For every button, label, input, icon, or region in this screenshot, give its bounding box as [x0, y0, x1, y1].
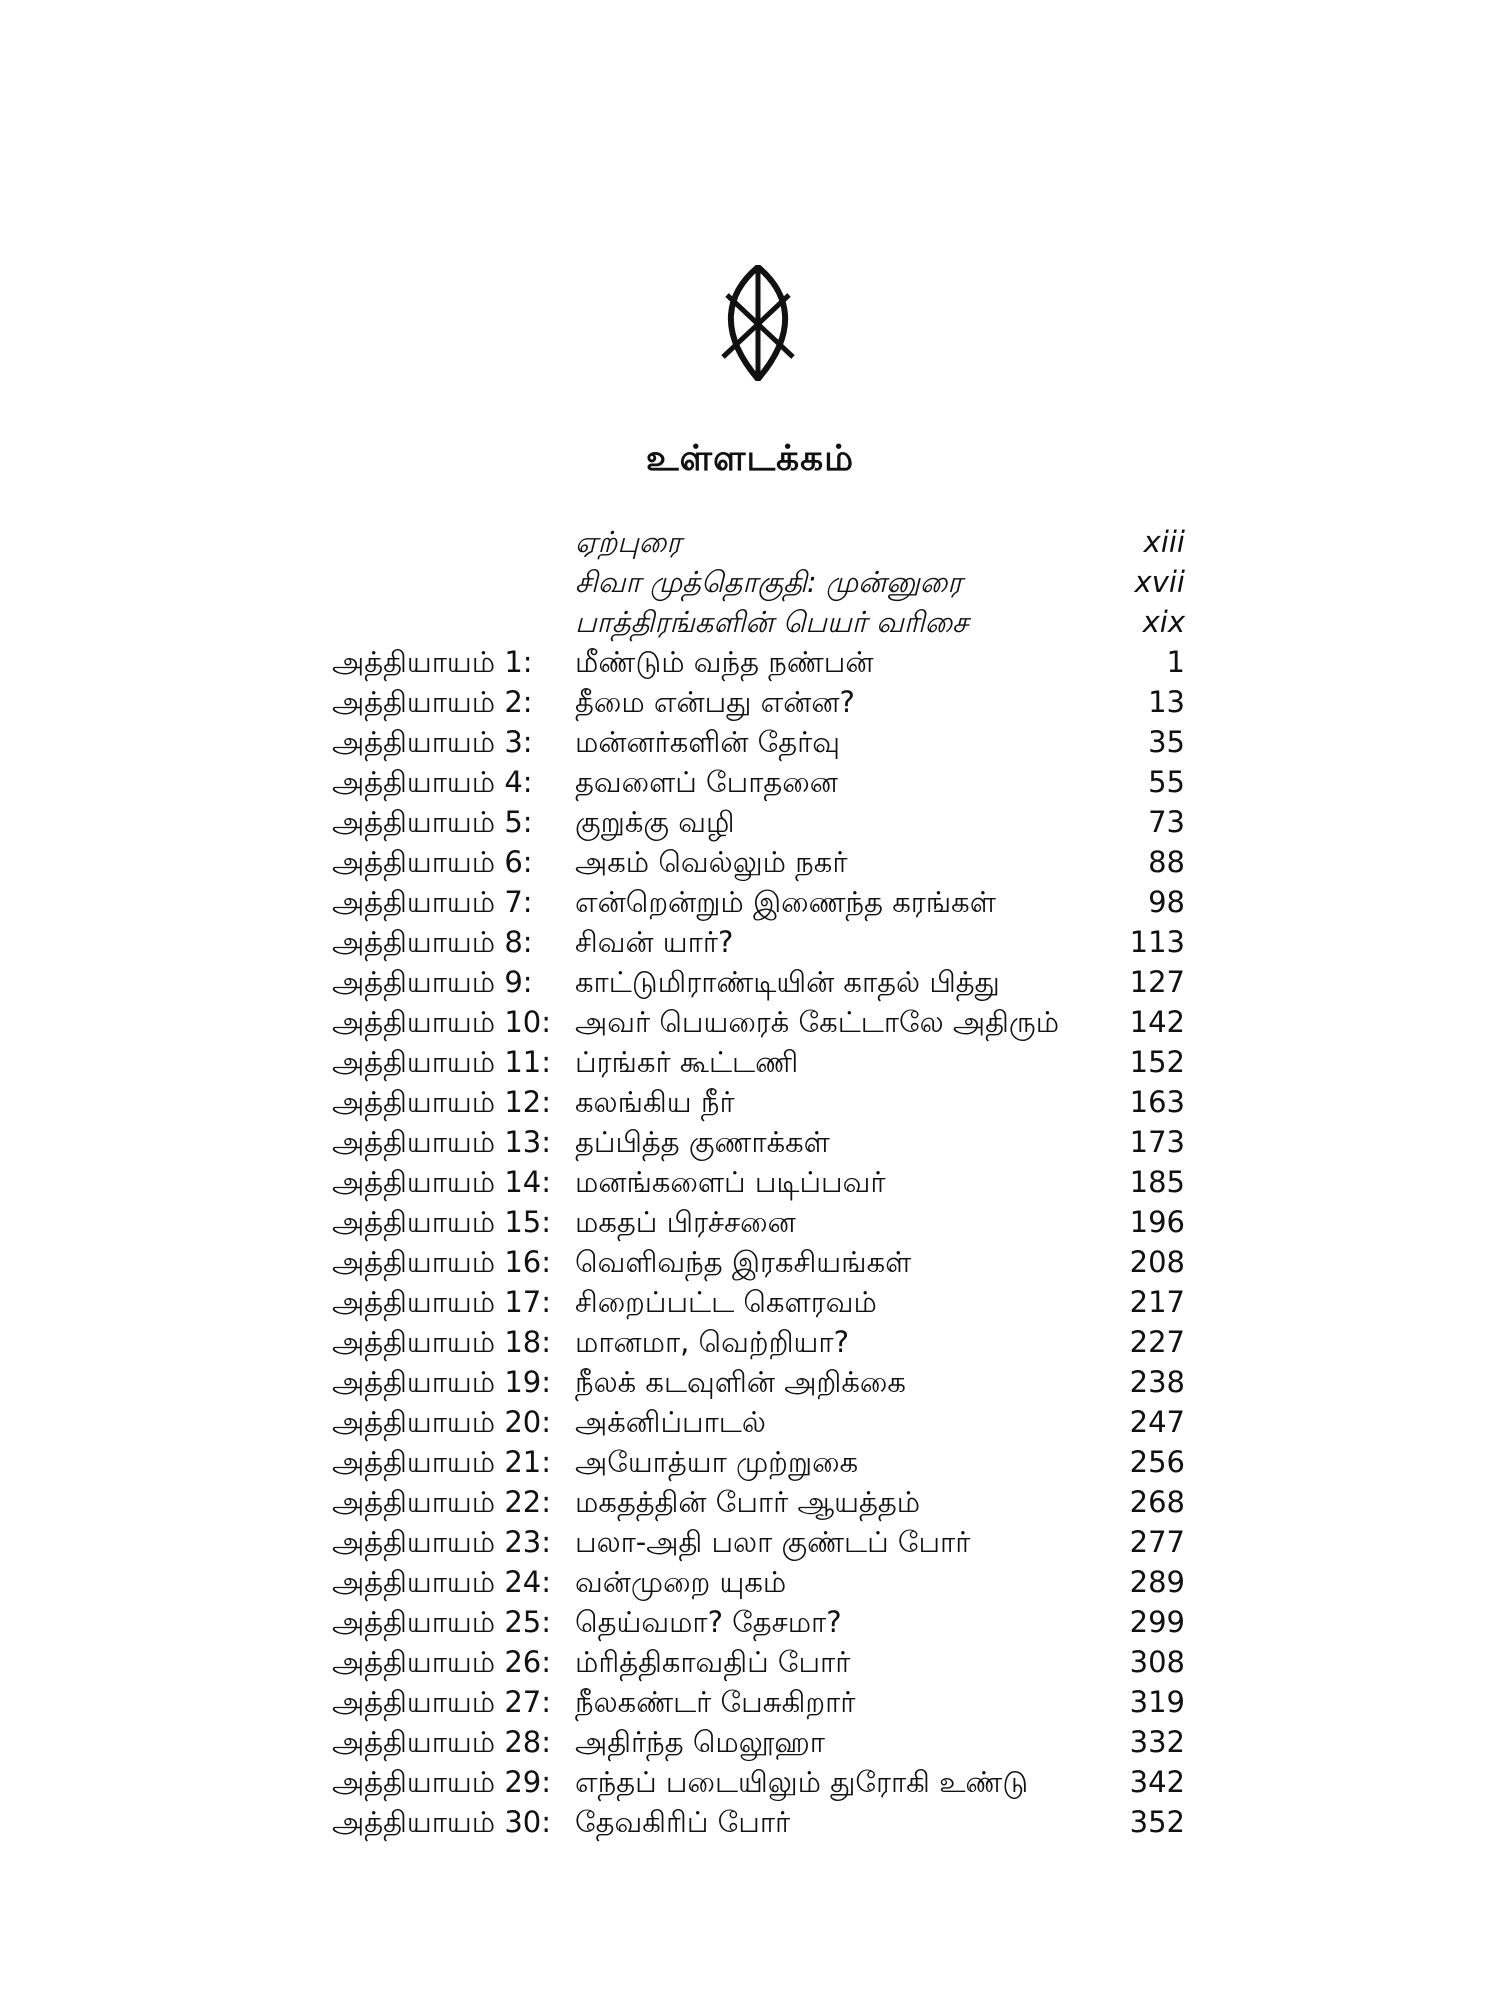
chapter-title: சிவன் யார்? — [575, 925, 734, 959]
chapter-row — [0, 1362, 1500, 1402]
chapter-page: 332 — [1129, 1725, 1185, 1759]
chapter-title: பலா-அதி பலா குண்டப் போர் — [575, 1525, 971, 1559]
chapter-page: 319 — [1129, 1685, 1185, 1719]
chapter-title: மகதத்தின் போர் ஆயத்தம் — [575, 1485, 921, 1519]
chapter-page: 185 — [1129, 1165, 1185, 1199]
chapter-row — [0, 1242, 1500, 1282]
chapter-label: அத்தியாயம் 17: — [332, 1285, 551, 1319]
chapter-page: 238 — [1129, 1365, 1185, 1399]
chapter-label: அத்தியாயம் 29: — [332, 1765, 551, 1799]
chapter-label: அத்தியாயம் 7: — [332, 885, 533, 919]
chapter-label: அத்தியாயம் 4: — [332, 765, 533, 799]
chapter-row — [0, 1602, 1500, 1642]
chapter-label: அத்தியாயம் 21: — [332, 1445, 551, 1479]
chapter-label: அத்தியாயம் 24: — [332, 1565, 551, 1599]
chapter-label: அத்தியாயம் 25: — [332, 1605, 551, 1639]
chapter-page: 196 — [1129, 1205, 1185, 1239]
chapter-label: அத்தியாயம் 26: — [332, 1645, 551, 1679]
front-matter-page: xix — [1142, 605, 1185, 639]
chapter-label: அத்தியாயம் 2: — [332, 685, 533, 719]
chapter-page: 88 — [1148, 845, 1185, 879]
chapter-title: ப்ரங்கர் கூட்டணி — [575, 1045, 799, 1079]
chapter-row — [0, 1482, 1500, 1522]
chapter-page: 142 — [1129, 1005, 1185, 1039]
chapter-page: 308 — [1129, 1645, 1185, 1679]
chapter-page: 299 — [1129, 1605, 1185, 1639]
chapter-row — [0, 1282, 1500, 1322]
chapter-row — [0, 882, 1500, 922]
chapter-title: மானமா, வெற்றியா? — [575, 1325, 849, 1359]
chapter-page: 352 — [1129, 1805, 1185, 1839]
front-matter-title: ஏற்புரை — [575, 525, 682, 559]
chapter-label: அத்தியாயம் 18: — [332, 1325, 551, 1359]
chapter-page: 268 — [1129, 1485, 1185, 1519]
chapter-page: 152 — [1129, 1045, 1185, 1079]
chapter-label: அத்தியாயம் 22: — [332, 1485, 551, 1519]
chapter-row — [0, 722, 1500, 762]
chapter-row — [0, 1002, 1500, 1042]
front-matter-row — [0, 522, 1500, 562]
chapter-row — [0, 922, 1500, 962]
chapter-row — [0, 1682, 1500, 1722]
chapter-row — [0, 1442, 1500, 1482]
chapter-label: அத்தியாயம் 23: — [332, 1525, 551, 1559]
chapter-row — [0, 1162, 1500, 1202]
chapter-title: எந்தப் படையிலும் துரோகி உண்டு — [575, 1765, 1029, 1799]
chapter-label: அத்தியாயம் 13: — [332, 1125, 551, 1159]
page-title: உள்ளடக்கம் — [645, 438, 855, 479]
chapter-page: 113 — [1129, 925, 1185, 959]
chapter-label: அத்தியாயம் 14: — [332, 1165, 551, 1199]
chapter-page: 247 — [1129, 1405, 1185, 1439]
chapter-label: அத்தியாயம் 5: — [332, 805, 533, 839]
chapter-page: 98 — [1148, 885, 1185, 919]
chapter-row — [0, 642, 1500, 682]
chapter-label: அத்தியாயம் 16: — [332, 1245, 551, 1279]
chapter-row — [0, 1642, 1500, 1682]
chapter-row — [0, 1082, 1500, 1122]
chapter-row — [0, 1322, 1500, 1362]
chapter-title: தவளைப் போதனை — [575, 765, 838, 799]
chapter-row — [0, 962, 1500, 1002]
chapter-title: காட்டுமிராண்டியின் காதல் பித்து — [575, 965, 1000, 999]
chapter-page: 35 — [1148, 725, 1185, 759]
chapter-row — [0, 1122, 1500, 1162]
chapter-label: அத்தியாயம் 19: — [332, 1365, 551, 1399]
chapter-title: அக்னிப்பாடல் — [575, 1405, 766, 1439]
chapter-label: அத்தியாயம் 27: — [332, 1685, 551, 1719]
chapter-row — [0, 1202, 1500, 1242]
chapter-title: குறுக்கு வழி — [575, 805, 735, 839]
chapter-label: அத்தியாயம் 10: — [332, 1005, 551, 1039]
chapter-label: அத்தியாயம் 12: — [332, 1085, 551, 1119]
chapter-title: மகதப் பிரச்சனை — [575, 1205, 796, 1239]
chapter-title: அகம் வெல்லும் நகர் — [575, 845, 848, 879]
chapter-title: கலங்கிய நீர் — [575, 1085, 735, 1119]
chapter-row — [0, 1562, 1500, 1602]
chapter-label: அத்தியாயம் 8: — [332, 925, 533, 959]
chapter-page: 173 — [1129, 1125, 1185, 1159]
chapter-title: அவர் பெயரைக் கேட்டாலே அதிரும் — [575, 1005, 1060, 1039]
chapter-row — [0, 1722, 1500, 1762]
chapter-page: 256 — [1129, 1445, 1185, 1479]
chapter-label: அத்தியாயம் 9: — [332, 965, 533, 999]
chapter-page: 277 — [1129, 1525, 1185, 1559]
chapter-row — [0, 1522, 1500, 1562]
chapter-page: 227 — [1129, 1325, 1185, 1359]
chapter-title: தீமை என்பது என்ன? — [575, 685, 855, 719]
front-matter-row — [0, 602, 1500, 642]
chapter-title: சிறைப்பட்ட கௌரவம் — [575, 1285, 877, 1319]
chapter-row — [0, 1402, 1500, 1442]
chapter-page: 217 — [1129, 1285, 1185, 1319]
chapter-title: வன்முறை யுகம் — [575, 1565, 787, 1599]
chapter-row — [0, 762, 1500, 802]
chapter-row — [0, 802, 1500, 842]
chapter-label: அத்தியாயம் 1: — [332, 645, 533, 679]
chapter-label: அத்தியாயம் 3: — [332, 725, 533, 759]
chapter-label: அத்தியாயம் 30: — [332, 1805, 551, 1839]
chapter-page: 1 — [1166, 645, 1185, 679]
chapter-page: 289 — [1129, 1565, 1185, 1599]
chapter-title: தெய்வமா? தேசமா? — [575, 1605, 842, 1639]
chapter-title: நீலகண்டர் பேசுகிறார் — [575, 1685, 856, 1719]
chapter-title: மன்னர்களின் தேர்வு — [575, 725, 841, 759]
chapter-page: 163 — [1129, 1085, 1185, 1119]
chapter-row — [0, 1762, 1500, 1802]
chapter-label: அத்தியாயம் 28: — [332, 1725, 551, 1759]
chapter-page: 55 — [1148, 765, 1185, 799]
chapter-title: மனங்களைப் படிப்பவர் — [575, 1165, 886, 1199]
chapter-title: என்றென்றும் இணைந்த கரங்கள் — [575, 885, 996, 919]
chapter-title: அயோத்யா முற்றுகை — [575, 1445, 859, 1479]
chapter-label: அத்தியாயம் 20: — [332, 1405, 551, 1439]
chapter-page: 73 — [1148, 805, 1185, 839]
chapter-page: 13 — [1148, 685, 1185, 719]
chapter-page: 127 — [1129, 965, 1185, 999]
front-matter-row — [0, 562, 1500, 602]
chapter-label: அத்தியாயம் 6: — [332, 845, 533, 879]
front-matter-title: பாத்திரங்களின் பெயர் வரிசை — [575, 605, 969, 639]
chapter-row — [0, 682, 1500, 722]
chapter-title: வெளிவந்த இரகசியங்கள் — [575, 1245, 912, 1279]
chapter-title: அதிர்ந்த மெலூஹா — [575, 1725, 825, 1759]
chapter-row — [0, 1802, 1500, 1842]
chapter-page: 208 — [1129, 1245, 1185, 1279]
chapter-label: அத்தியாயம் 15: — [332, 1205, 551, 1239]
chapter-label: அத்தியாயம் 11: — [332, 1045, 551, 1079]
front-matter-page: xvii — [1134, 565, 1185, 599]
chapter-title: நீலக் கடவுளின் அறிக்கை — [575, 1365, 906, 1399]
chapter-title: தப்பித்த குணாக்கள் — [575, 1125, 830, 1159]
chapter-row — [0, 842, 1500, 882]
chapter-title: ம்ரித்திகாவதிப் போர் — [575, 1645, 851, 1679]
front-matter-page: xiii — [1143, 525, 1185, 559]
chapter-row — [0, 1042, 1500, 1082]
chapter-title: மீண்டும் வந்த நண்பன் — [575, 645, 874, 679]
chapter-page: 342 — [1129, 1765, 1185, 1799]
front-matter-title: சிவா முத்தொகுதி: முன்னுரை — [575, 565, 963, 599]
chapter-title: தேவகிரிப் போர் — [575, 1805, 791, 1839]
